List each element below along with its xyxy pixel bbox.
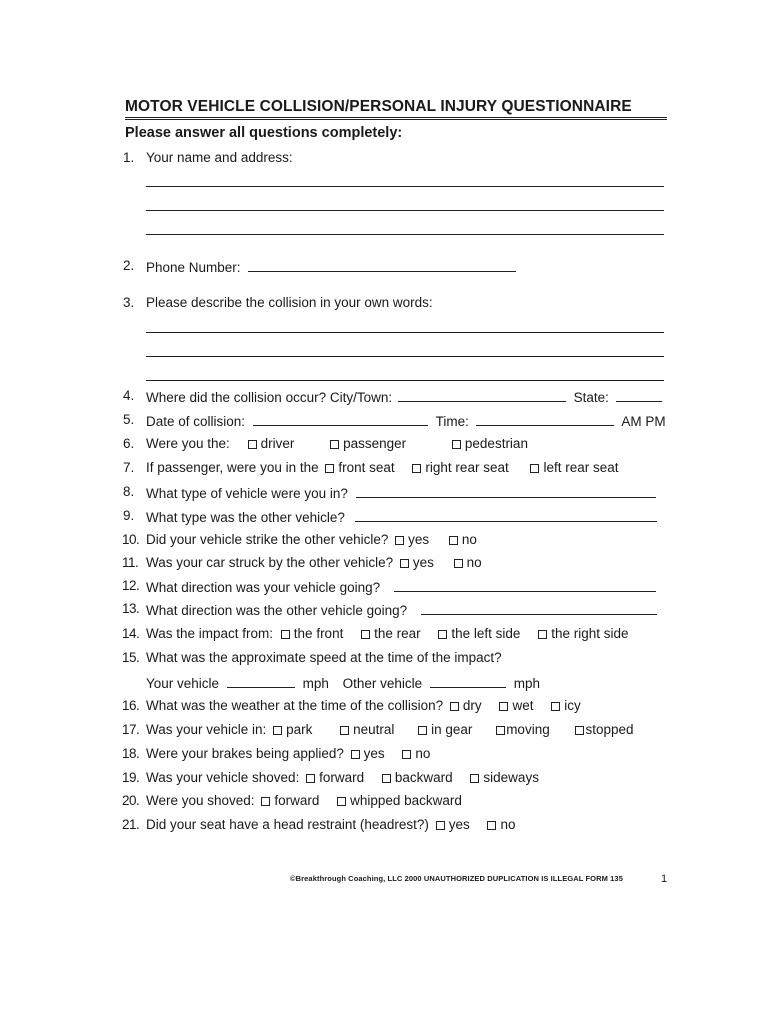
question-number: 4. (123, 388, 135, 403)
date-field[interactable] (253, 412, 428, 426)
question-text: Phone Number: (146, 260, 241, 275)
question-number: 20. (122, 793, 140, 808)
question-number: 18. (122, 746, 140, 761)
your-vehicle-label: Your vehicle (146, 676, 220, 691)
question-text: Were you the: (146, 436, 230, 451)
am-pm-label: AM PM (621, 414, 666, 429)
name-address-line-3[interactable] (146, 234, 664, 235)
question-number: 9. (123, 508, 135, 523)
state-label: State: (573, 390, 609, 405)
question-text: Was your car struck by the other vehicle? (146, 555, 394, 570)
question-number: 1. (123, 150, 135, 165)
option-no[interactable]: no (454, 555, 482, 570)
checkbox-icon[interactable] (454, 559, 463, 568)
option-passenger[interactable]: passenger (330, 436, 406, 451)
question-text: Were you shoved: (146, 793, 255, 808)
question-text: What direction was the other vehicle going? (146, 603, 408, 618)
question-text: Please describe the collision in your own words: (146, 295, 433, 310)
form-instructions: Please answer all questions completely: (125, 125, 403, 141)
question-number: 19. (122, 770, 140, 785)
checkbox-icon[interactable] (418, 726, 427, 735)
other-vehicle-label: Other vehicle (342, 676, 423, 691)
question-number: 12. (122, 578, 140, 593)
question-number: 13. (122, 601, 140, 616)
city-town-field[interactable] (398, 388, 566, 402)
option-rear[interactable]: the rear (361, 626, 421, 641)
option-no[interactable]: no (402, 746, 430, 761)
checkbox-icon[interactable] (330, 440, 339, 449)
checkbox-icon[interactable] (281, 630, 290, 639)
question-number: 21. (122, 817, 140, 832)
question-text: Was your vehicle in: (146, 722, 267, 737)
page-number: 1 (661, 873, 668, 885)
your-vehicle-type-field[interactable] (356, 484, 656, 498)
option-right-side[interactable]: the right side (538, 626, 628, 641)
question-text: Was the impact from: (146, 626, 274, 641)
checkbox-icon[interactable] (487, 821, 496, 830)
question-text: What type was the other vehicle? (146, 510, 345, 525)
option-in-gear[interactable]: in gear (418, 722, 472, 737)
name-address-line-2[interactable] (146, 210, 664, 211)
collision-description-line-2[interactable] (146, 356, 664, 357)
question-number: 8. (123, 484, 135, 499)
option-forward[interactable]: forward (306, 770, 364, 785)
question-text: What type of vehicle were you in? (146, 486, 348, 501)
question-number: 17. (122, 722, 140, 737)
checkbox-icon[interactable] (575, 726, 584, 735)
option-pedestrian[interactable]: pedestrian (452, 436, 528, 451)
question-text: What was the approximate speed at the time of the impact? (146, 650, 502, 665)
copyright-footer: ©Breakthrough Coaching, LLC 2000 UNAUTHORIZED DUPLICATION IS ILLEGAL FORM 135 (290, 874, 623, 883)
checkbox-icon[interactable] (248, 440, 257, 449)
option-moving[interactable]: moving (496, 722, 550, 737)
option-park[interactable]: park (273, 722, 312, 737)
checkbox-icon[interactable] (325, 464, 334, 473)
checkbox-icon[interactable] (306, 774, 315, 783)
option-forward[interactable]: forward (261, 793, 319, 808)
checkbox-icon[interactable] (551, 702, 560, 711)
checkbox-icon[interactable] (530, 464, 539, 473)
question-text: Was your vehicle shoved: (146, 770, 300, 785)
checkbox-icon[interactable] (361, 630, 370, 639)
question-number: 15. (122, 650, 140, 665)
checkbox-icon[interactable] (499, 702, 508, 711)
option-no[interactable]: no (487, 817, 515, 832)
question-number: 5. (123, 412, 135, 427)
option-icy[interactable]: icy (551, 698, 581, 713)
your-vehicle-speed-field[interactable] (227, 674, 295, 688)
option-yes[interactable]: yes (400, 555, 434, 570)
option-driver[interactable]: driver (248, 436, 295, 451)
question-text: Your name and address: (146, 150, 293, 165)
option-whipped-backward[interactable]: whipped backward (337, 793, 462, 808)
option-dry[interactable]: dry (450, 698, 482, 713)
time-field[interactable] (476, 412, 614, 426)
checkbox-icon[interactable] (261, 797, 270, 806)
question-number: 2. (123, 258, 135, 273)
your-vehicle-direction-field[interactable] (394, 578, 656, 592)
mph-label: mph (302, 676, 329, 691)
checkbox-icon[interactable] (400, 559, 409, 568)
question-number: 14. (122, 626, 140, 641)
name-address-line-1[interactable] (146, 186, 664, 187)
option-yes[interactable]: yes (395, 532, 429, 547)
checkbox-icon[interactable] (538, 630, 547, 639)
checkbox-icon[interactable] (337, 797, 346, 806)
option-no[interactable]: no (449, 532, 477, 547)
question-text: Date of collision: (146, 414, 246, 429)
option-right-rear-seat[interactable]: right rear seat (412, 460, 508, 475)
option-backward[interactable]: backward (382, 770, 453, 785)
option-yes[interactable]: yes (436, 817, 470, 832)
collision-description-line-3[interactable] (146, 380, 664, 381)
checkbox-icon[interactable] (449, 536, 458, 545)
option-left-rear-seat[interactable]: left rear seat (530, 460, 618, 475)
question-text: If passenger, were you in the (146, 460, 319, 475)
question-text: Did your seat have a head restraint (headrest?) (146, 817, 429, 832)
time-label: Time: (435, 414, 469, 429)
question-text: Where did the collision occur? City/Town: (146, 390, 393, 405)
question-text: What direction was your vehicle going? (146, 580, 381, 595)
question-text: What was the weather at the time of the collision? (146, 698, 444, 713)
checkbox-icon[interactable] (351, 750, 360, 759)
checkbox-icon[interactable] (470, 774, 479, 783)
option-front-seat[interactable]: front seat (325, 460, 394, 475)
state-field[interactable] (616, 388, 662, 402)
checkbox-icon[interactable] (496, 726, 505, 735)
checkbox-icon[interactable] (340, 726, 349, 735)
question-number: 16. (122, 698, 140, 713)
option-sideways[interactable]: sideways (470, 770, 539, 785)
checkbox-icon[interactable] (402, 750, 411, 759)
checkbox-icon[interactable] (412, 464, 421, 473)
other-vehicle-speed-field[interactable] (430, 674, 506, 688)
mph-label: mph (513, 676, 540, 691)
checkbox-icon[interactable] (450, 702, 459, 711)
checkbox-icon[interactable] (452, 440, 461, 449)
checkbox-icon[interactable] (436, 821, 445, 830)
checkbox-icon[interactable] (438, 630, 447, 639)
checkbox-icon[interactable] (273, 726, 282, 735)
option-stopped[interactable]: stopped (575, 722, 633, 737)
other-vehicle-type-field[interactable] (355, 508, 657, 522)
question-number: 10. (122, 532, 140, 547)
phone-number-field[interactable] (248, 258, 516, 272)
option-left-side[interactable]: the left side (438, 626, 520, 641)
option-front[interactable]: the front (281, 626, 344, 641)
checkbox-icon[interactable] (382, 774, 391, 783)
question-number: 3. (123, 295, 135, 310)
question-number: 7. (123, 460, 135, 475)
checkbox-icon[interactable] (395, 536, 404, 545)
collision-description-line-1[interactable] (146, 332, 664, 333)
question-text: Were your brakes being applied? (146, 746, 344, 761)
option-neutral[interactable]: neutral (340, 722, 394, 737)
form-title: MOTOR VEHICLE COLLISION/PERSONAL INJURY QUESTIONNAIRE (125, 98, 667, 120)
other-vehicle-direction-field[interactable] (421, 601, 657, 615)
option-wet[interactable]: wet (499, 698, 533, 713)
option-yes[interactable]: yes (351, 746, 385, 761)
question-text: Did your vehicle strike the other vehicle? (146, 532, 389, 547)
question-number: 11. (122, 555, 139, 570)
question-number: 6. (123, 436, 135, 451)
